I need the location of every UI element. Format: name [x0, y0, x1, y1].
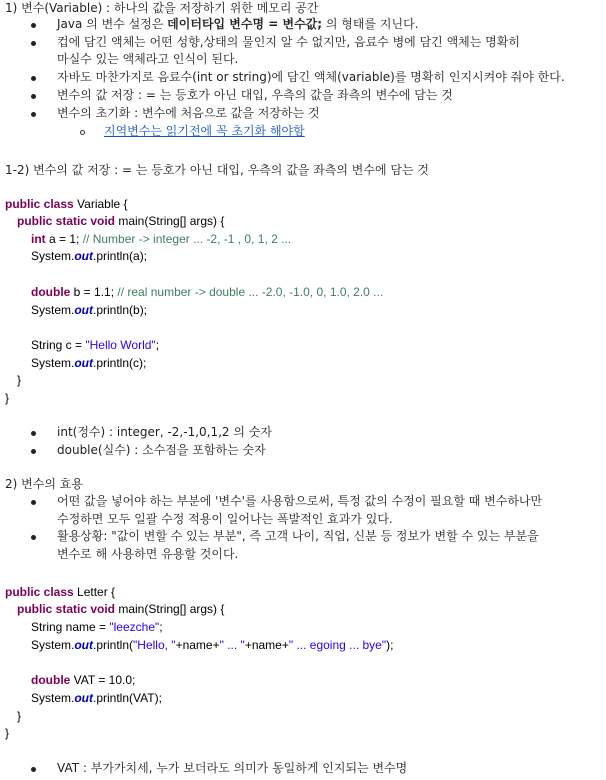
bullet-icon	[31, 500, 36, 505]
code-line: public static void main(String[] args) {	[17, 214, 225, 228]
list-item: 자바도 마찬가지로 음료수(int or string)에 담긴 액체(variable)를 명확히 인지시켜야 줘야 한다.	[57, 70, 565, 84]
code-line: }	[5, 726, 10, 740]
list-item-continuation: 마실수 있는 액체라고 인식이 된다.	[57, 52, 239, 66]
bullet-icon	[31, 23, 36, 28]
bullet-icon	[31, 112, 36, 117]
bullet-icon	[31, 76, 36, 81]
list-item: 활용상황: "값이 변할 수 있는 부분", 즉 고객 나이, 직업, 신분 등 정보가 변할 수 있는 부분을	[57, 529, 539, 543]
code-line: String name = "leezche";	[31, 620, 163, 634]
code-line: public class Variable {	[5, 197, 128, 211]
list-item: double(실수) : 소수점을 포함하는 숫자	[57, 443, 266, 457]
code-line: public class Letter {	[5, 585, 116, 599]
code-line: double VAT = 10.0;	[31, 673, 136, 687]
code-line: }	[5, 391, 10, 405]
bullet-icon	[31, 535, 36, 540]
code-line: System.out.println(b);	[31, 303, 148, 317]
list-item-continuation: 수정하면 모두 일괄 수정 적용이 일어나는 폭발적인 효과가 있다.	[57, 512, 393, 526]
circle-bullet-icon	[80, 130, 85, 135]
list-item: Java 의 변수 설정은 데이터타입 변수명 = 변수값; 의 형태를 지닌다.	[57, 17, 419, 31]
list-item: 변수의 초기화 : 변수에 처음으로 값을 저장하는 것	[57, 106, 320, 120]
code-line: System.out.println(c);	[31, 356, 147, 370]
code-line: double b = 1.1; // real number -> double ... -2.0, -1.0, 0, 1.0, 2.0 ...	[31, 285, 384, 299]
code-line: System.out.println("Hello, "+name+" ... "+name+" ... egoing ... bye");	[31, 638, 394, 652]
list-item-continuation: 변수로 해 사용하면 유용할 것이다.	[57, 547, 239, 561]
code-line: System.out.println(a);	[31, 249, 148, 263]
list-item: int(정수) : integer, -2,-1,0,1,2 의 숫자	[57, 425, 272, 439]
list-item: 컵에 담긴 액체는 어떤 성향,상태의 물인지 알 수 없지만, 음료수 병에 담긴 액체는 명확히	[57, 35, 520, 49]
bullet-icon	[31, 94, 36, 99]
code-line: }	[17, 373, 22, 387]
list-item: VAT : 부가가치세, 누가 보더라도 의미가 동일하게 인지되는 변수명	[57, 761, 408, 775]
code-line: System.out.println(VAT);	[31, 691, 162, 705]
code-line: int a = 1; // Number -> integer ... -2, -1 , 0, 1, 2 ...	[31, 232, 292, 246]
bullet-icon	[31, 431, 36, 436]
section-1-2-title: 1-2) 변수의 값 저장 : = 는 등호가 아닌 대입, 우측의 값을 좌측의 변수에 담는 것	[5, 163, 429, 177]
section-2-title: 2) 변수의 효용	[5, 477, 83, 491]
list-item: 어떤 값을 넣어야 하는 부분에 '변수'를 사용함으로써, 특정 값의 수정이 필요할 때 변수하나만	[57, 494, 543, 508]
code-line: }	[17, 709, 22, 723]
section-1-title: 1) 변수(Variable) : 하나의 값을 저장하기 위한 메모리 공간	[5, 1, 319, 15]
bullet-icon	[31, 449, 36, 454]
bullet-icon	[31, 41, 36, 46]
bullet-icon	[31, 767, 36, 772]
code-line: public static void main(String[] args) {	[17, 602, 225, 616]
code-line: String c = "Hello World";	[31, 338, 160, 352]
list-item: 변수의 값 저장 : = 는 등호가 아닌 대입, 우측의 값을 좌측의 변수에 담는 것	[57, 88, 453, 102]
local-variable-init-link[interactable]: 지역변수는 읽기전에 꼭 초기화 해야함	[104, 124, 305, 138]
